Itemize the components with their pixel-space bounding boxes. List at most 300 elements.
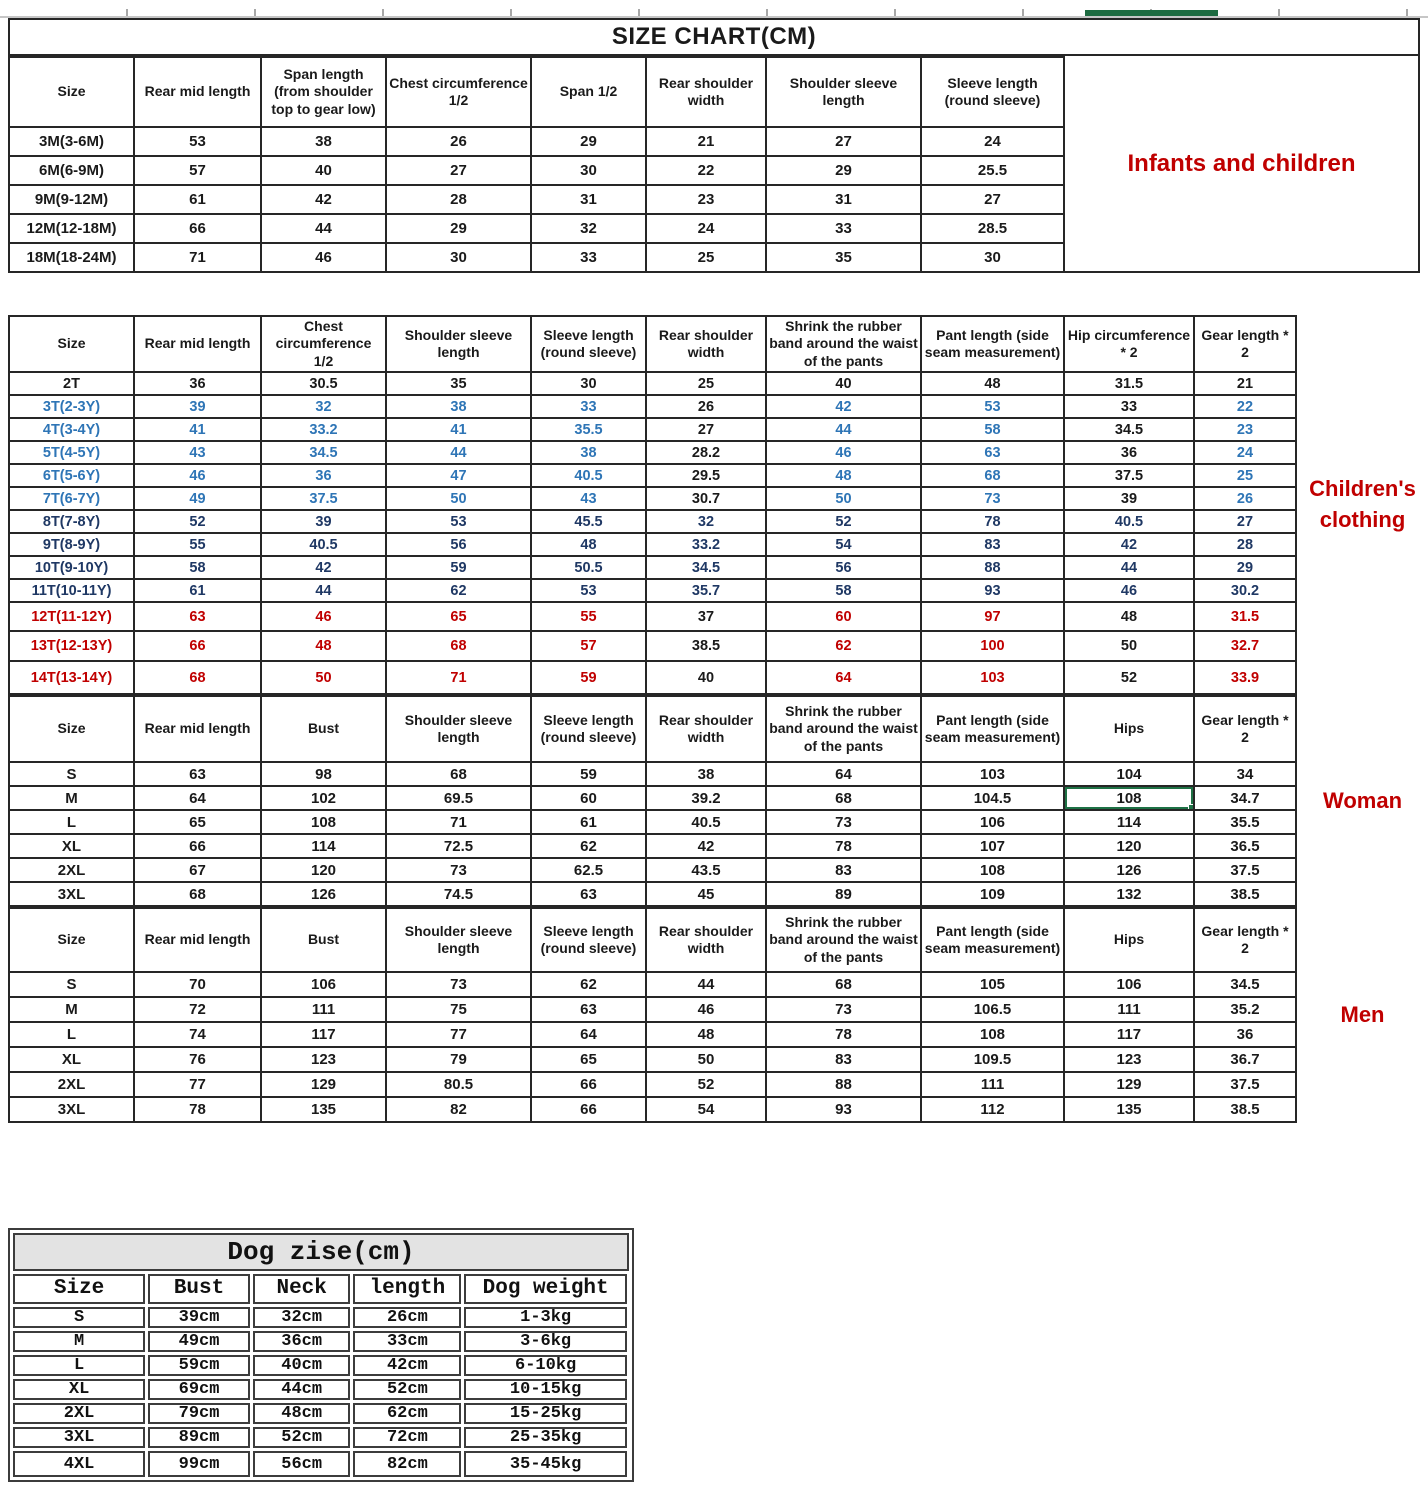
value-cell: 52: [134, 510, 261, 533]
header-row: [9, 57, 1064, 127]
table-row: [13, 1355, 627, 1376]
value-cell: 32: [531, 214, 646, 243]
value-cell: 29.5: [646, 464, 766, 487]
value-cell: 44: [386, 441, 531, 464]
header-row: [13, 1274, 627, 1304]
value-cell: 106: [261, 972, 386, 997]
value-cell: 83: [766, 858, 921, 882]
value-cell: 28: [1194, 533, 1296, 556]
table-row: [13, 1307, 627, 1328]
value-cell: 123: [261, 1047, 386, 1072]
value-cell: 66: [134, 631, 261, 661]
value-cell: 63: [134, 762, 261, 786]
value-cell: 25: [1194, 464, 1296, 487]
value-cell: 62: [386, 579, 531, 602]
value-cell: 48cm: [253, 1403, 351, 1424]
value-cell: 38.5: [1194, 882, 1296, 906]
value-cell: 24: [1194, 441, 1296, 464]
value-cell: 62: [531, 834, 646, 858]
column-header: Sleeve length (round sleeve): [921, 57, 1064, 127]
column-header: Rear shoulder width: [646, 696, 766, 762]
value-cell: 67: [134, 858, 261, 882]
value-cell: 83: [766, 1047, 921, 1072]
table-row: [9, 441, 1296, 464]
value-cell: 25.5: [921, 156, 1064, 185]
value-cell: 34: [1194, 762, 1296, 786]
size-cell: 8T(7-8Y): [9, 510, 134, 533]
value-cell: 34.5: [1064, 418, 1194, 441]
value-cell: 30: [386, 243, 531, 272]
value-cell: 44cm: [253, 1379, 351, 1400]
value-cell: 61: [134, 579, 261, 602]
size-cell: 12T(11-12Y): [9, 602, 134, 631]
table-row: [9, 762, 1296, 786]
value-cell: 44: [1064, 556, 1194, 579]
size-cell: 3T(2-3Y): [9, 395, 134, 418]
value-cell: 36.5: [1194, 834, 1296, 858]
value-cell: 48: [766, 464, 921, 487]
column-header: Hip circumference * 2: [1064, 316, 1194, 372]
value-cell: 30.7: [646, 487, 766, 510]
value-cell: 53: [921, 395, 1064, 418]
value-cell: 97: [921, 602, 1064, 631]
value-cell: 44: [261, 579, 386, 602]
value-cell: 108: [261, 810, 386, 834]
column-header: Rear mid length: [134, 57, 261, 127]
value-cell: 62: [766, 631, 921, 661]
column-header: Rear shoulder width: [646, 316, 766, 372]
value-cell: 34.5: [646, 556, 766, 579]
table-row: [9, 1022, 1296, 1047]
value-cell: 63: [134, 602, 261, 631]
value-cell: 36cm: [253, 1331, 351, 1352]
size-cell: 11T(10-11Y): [9, 579, 134, 602]
value-cell: 88: [921, 556, 1064, 579]
value-cell: 108: [921, 1022, 1064, 1047]
value-cell: 48: [531, 533, 646, 556]
column-header: Sleeve length (round sleeve): [531, 908, 646, 972]
column-header: Bust: [261, 908, 386, 972]
value-cell: 54: [766, 533, 921, 556]
value-cell: 55: [531, 602, 646, 631]
value-cell: 48: [921, 372, 1064, 395]
value-cell: 42: [1064, 533, 1194, 556]
size-cell: 18M(18-24M): [9, 243, 134, 272]
size-cell: 2T: [9, 372, 134, 395]
value-cell: 53: [134, 127, 261, 156]
value-cell: 111: [1064, 997, 1194, 1022]
value-cell: 135: [1064, 1097, 1194, 1122]
value-cell: 38: [386, 395, 531, 418]
value-cell: 24: [646, 214, 766, 243]
value-cell: 43.5: [646, 858, 766, 882]
value-cell: 23: [1194, 418, 1296, 441]
value-cell: 126: [261, 882, 386, 906]
value-cell: 39: [1064, 487, 1194, 510]
value-cell: 38: [646, 762, 766, 786]
value-cell: 104.5: [921, 786, 1064, 810]
value-cell: 28: [386, 185, 531, 214]
value-cell: 68: [921, 464, 1064, 487]
table-row: [9, 997, 1296, 1022]
column-header: Shrink the rubber band around the waist of the pants: [766, 316, 921, 372]
header-row: [9, 696, 1296, 762]
value-cell: 33.2: [646, 533, 766, 556]
value-cell: 38.5: [1194, 1097, 1296, 1122]
value-cell: 108: [1064, 786, 1194, 810]
value-cell: 83: [921, 533, 1064, 556]
value-cell: 46: [134, 464, 261, 487]
value-cell: 46: [766, 441, 921, 464]
size-cell: 12M(12-18M): [9, 214, 134, 243]
value-cell: 70: [134, 972, 261, 997]
column-header: Rear mid length: [134, 316, 261, 372]
value-cell: 26cm: [353, 1307, 461, 1328]
value-cell: 37.5: [1194, 1072, 1296, 1097]
table-row: [9, 533, 1296, 556]
table-row: [9, 243, 1064, 272]
table-row: [9, 156, 1064, 185]
value-cell: 26: [1194, 487, 1296, 510]
value-cell: 42cm: [353, 1355, 461, 1376]
value-cell: 31.5: [1194, 602, 1296, 631]
size-cell: 2XL: [9, 1072, 134, 1097]
size-cell: 3XL: [9, 882, 134, 906]
value-cell: 65: [386, 602, 531, 631]
value-cell: 32cm: [253, 1307, 351, 1328]
header-row: [9, 908, 1296, 972]
value-cell: 80.5: [386, 1072, 531, 1097]
value-cell: 60: [531, 786, 646, 810]
value-cell: 64: [531, 1022, 646, 1047]
value-cell: 45.5: [531, 510, 646, 533]
value-cell: 98: [261, 762, 386, 786]
value-cell: 52: [766, 510, 921, 533]
value-cell: 35.2: [1194, 997, 1296, 1022]
value-cell: 35-45kg: [464, 1451, 627, 1477]
table-row: [9, 214, 1064, 243]
value-cell: 59: [531, 661, 646, 694]
table-row: [9, 464, 1296, 487]
size-cell: 2XL: [13, 1403, 145, 1424]
value-cell: 103: [921, 661, 1064, 694]
value-cell: 68: [766, 786, 921, 810]
value-cell: 40.5: [1064, 510, 1194, 533]
woman-block: [8, 695, 1428, 907]
header-row: [9, 316, 1296, 372]
value-cell: 66: [134, 214, 261, 243]
table-row: [13, 1403, 627, 1424]
page-title: SIZE CHART(CM): [8, 18, 1420, 56]
value-cell: 71: [134, 243, 261, 272]
value-cell: 132: [1064, 882, 1194, 906]
column-header: Sleeve length (round sleeve): [531, 696, 646, 762]
value-cell: 64: [766, 661, 921, 694]
table-row: [9, 510, 1296, 533]
column-header: Gear length * 2: [1194, 696, 1296, 762]
value-cell: 62: [531, 972, 646, 997]
column-header: Shoulder sleeve length: [386, 316, 531, 372]
value-cell: 56: [386, 533, 531, 556]
table-row: [13, 1379, 627, 1400]
value-cell: 78: [134, 1097, 261, 1122]
value-cell: 39: [134, 395, 261, 418]
value-cell: 28.5: [921, 214, 1064, 243]
column-header: Rear shoulder width: [646, 908, 766, 972]
column-header: Sleeve length (round sleeve): [531, 316, 646, 372]
column-header: Chest circumference 1/2: [386, 57, 531, 127]
value-cell: 30: [921, 243, 1064, 272]
table-row: [13, 1427, 627, 1448]
value-cell: 38.5: [646, 631, 766, 661]
value-cell: 79cm: [148, 1403, 250, 1424]
value-cell: 37.5: [1194, 858, 1296, 882]
size-cell: 6M(6-9M): [9, 156, 134, 185]
value-cell: 1-3kg: [464, 1307, 627, 1328]
table-row: [9, 631, 1296, 661]
size-cell: 3M(3-6M): [9, 127, 134, 156]
value-cell: 62.5: [531, 858, 646, 882]
size-cell: M: [9, 997, 134, 1022]
value-cell: 50: [646, 1047, 766, 1072]
value-cell: 123: [1064, 1047, 1194, 1072]
value-cell: 36: [1194, 1022, 1296, 1047]
value-cell: 21: [1194, 372, 1296, 395]
value-cell: 135: [261, 1097, 386, 1122]
column-header: Bust: [261, 696, 386, 762]
size-cell: M: [13, 1331, 145, 1352]
value-cell: 68: [386, 631, 531, 661]
value-cell: 50.5: [531, 556, 646, 579]
infants-label: Infants and children: [1065, 56, 1420, 273]
value-cell: 27: [921, 185, 1064, 214]
value-cell: 117: [261, 1022, 386, 1047]
value-cell: 74.5: [386, 882, 531, 906]
value-cell: 72.5: [386, 834, 531, 858]
value-cell: 22: [646, 156, 766, 185]
table-row: [9, 834, 1296, 858]
value-cell: 44: [646, 972, 766, 997]
dog-size-table: [10, 1271, 630, 1480]
table-row: [9, 418, 1296, 441]
value-cell: 117: [1064, 1022, 1194, 1047]
value-cell: 42: [766, 395, 921, 418]
size-cell: 6T(5-6Y): [9, 464, 134, 487]
value-cell: 73: [766, 810, 921, 834]
dog-table-title: Dog zise(cm): [13, 1233, 629, 1271]
value-cell: 34.5: [1194, 972, 1296, 997]
column-header: Size: [9, 316, 134, 372]
value-cell: 54: [646, 1097, 766, 1122]
table-row: [9, 487, 1296, 510]
column-header: Shoulder sleeve length: [386, 696, 531, 762]
value-cell: 57: [531, 631, 646, 661]
value-cell: 126: [1064, 858, 1194, 882]
value-cell: 35.7: [646, 579, 766, 602]
value-cell: 31: [531, 185, 646, 214]
size-cell: 2XL: [9, 858, 134, 882]
value-cell: 28.2: [646, 441, 766, 464]
value-cell: 40.5: [531, 464, 646, 487]
table-row: [9, 858, 1296, 882]
size-cell: XL: [9, 1047, 134, 1072]
value-cell: 27: [766, 127, 921, 156]
column-header: Dog weight: [464, 1274, 627, 1304]
value-cell: 27: [646, 418, 766, 441]
value-cell: 3-6kg: [464, 1331, 627, 1352]
value-cell: 24: [921, 127, 1064, 156]
table-row: [9, 810, 1296, 834]
value-cell: 129: [261, 1072, 386, 1097]
value-cell: 100: [921, 631, 1064, 661]
column-header: length: [353, 1274, 461, 1304]
value-cell: 52: [646, 1072, 766, 1097]
size-cell: M: [9, 786, 134, 810]
value-cell: 73: [386, 858, 531, 882]
value-cell: 36: [1064, 441, 1194, 464]
value-cell: 73: [386, 972, 531, 997]
value-cell: 82: [386, 1097, 531, 1122]
value-cell: 109: [921, 882, 1064, 906]
value-cell: 30: [531, 156, 646, 185]
value-cell: 40cm: [253, 1355, 351, 1376]
value-cell: 10-15kg: [464, 1379, 627, 1400]
value-cell: 47: [386, 464, 531, 487]
column-header: Size: [9, 696, 134, 762]
value-cell: 63: [531, 997, 646, 1022]
column-header: Pant length (side seam measurement): [921, 696, 1064, 762]
value-cell: 41: [134, 418, 261, 441]
size-cell: 14T(13-14Y): [9, 661, 134, 694]
value-cell: 129: [1064, 1072, 1194, 1097]
value-cell: 58: [766, 579, 921, 602]
value-cell: 59: [531, 762, 646, 786]
value-cell: 114: [261, 834, 386, 858]
value-cell: 40: [646, 661, 766, 694]
value-cell: 60: [766, 602, 921, 631]
value-cell: 52cm: [253, 1427, 351, 1448]
value-cell: 37.5: [261, 487, 386, 510]
value-cell: 22: [1194, 395, 1296, 418]
value-cell: 46: [1064, 579, 1194, 602]
column-header: Hips: [1064, 908, 1194, 972]
value-cell: 40: [261, 156, 386, 185]
value-cell: 58: [134, 556, 261, 579]
value-cell: 89: [766, 882, 921, 906]
value-cell: 46: [646, 997, 766, 1022]
table-row: [9, 556, 1296, 579]
value-cell: 48: [1064, 602, 1194, 631]
value-cell: 49cm: [148, 1331, 250, 1352]
value-cell: 103: [921, 762, 1064, 786]
value-cell: 42: [646, 834, 766, 858]
value-cell: 34.7: [1194, 786, 1296, 810]
column-header: Shrink the rubber band around the waist of the pants: [766, 908, 921, 972]
value-cell: 111: [921, 1072, 1064, 1097]
value-cell: 6-10kg: [464, 1355, 627, 1376]
value-cell: 99cm: [148, 1451, 250, 1477]
value-cell: 78: [766, 834, 921, 858]
children-label: Children's clothing: [1309, 476, 1416, 532]
size-cell: 9M(9-12M): [9, 185, 134, 214]
value-cell: 64: [766, 762, 921, 786]
value-cell: 39cm: [148, 1307, 250, 1328]
value-cell: 107: [921, 834, 1064, 858]
value-cell: 15-25kg: [464, 1403, 627, 1424]
value-cell: 77: [134, 1072, 261, 1097]
size-cell: 3XL: [13, 1427, 145, 1448]
value-cell: 46: [261, 243, 386, 272]
value-cell: 102: [261, 786, 386, 810]
value-cell: 68: [134, 882, 261, 906]
value-cell: 29: [1194, 556, 1296, 579]
value-cell: 33cm: [353, 1331, 461, 1352]
table-row: [13, 1451, 627, 1477]
column-header: Bust: [148, 1274, 250, 1304]
value-cell: 59: [386, 556, 531, 579]
size-cell: S: [9, 762, 134, 786]
value-cell: 33: [531, 395, 646, 418]
column-header: Span 1/2: [531, 57, 646, 127]
value-cell: 72cm: [353, 1427, 461, 1448]
size-cell: 3XL: [9, 1097, 134, 1122]
value-cell: 27: [386, 156, 531, 185]
value-cell: 77: [386, 1022, 531, 1047]
value-cell: 93: [921, 579, 1064, 602]
value-cell: 29: [531, 127, 646, 156]
column-header: Shrink the rubber band around the waist of the pants: [766, 696, 921, 762]
value-cell: 108: [921, 858, 1064, 882]
size-cell: S: [13, 1307, 145, 1328]
value-cell: 35: [386, 372, 531, 395]
value-cell: 26: [646, 395, 766, 418]
size-cell: 13T(12-13Y): [9, 631, 134, 661]
column-header: Pant length (side seam measurement): [921, 316, 1064, 372]
value-cell: 25: [646, 243, 766, 272]
value-cell: 36: [134, 372, 261, 395]
value-cell: 40.5: [261, 533, 386, 556]
value-cell: 30.5: [261, 372, 386, 395]
value-cell: 31.5: [1064, 372, 1194, 395]
value-cell: 106: [921, 810, 1064, 834]
value-cell: 36.7: [1194, 1047, 1296, 1072]
size-cell: XL: [13, 1379, 145, 1400]
value-cell: 46: [261, 602, 386, 631]
size-cell: 7T(6-7Y): [9, 487, 134, 510]
value-cell: 79: [386, 1047, 531, 1072]
column-header: Gear length * 2: [1194, 908, 1296, 972]
value-cell: 39.2: [646, 786, 766, 810]
value-cell: 73: [921, 487, 1064, 510]
value-cell: 35.5: [1194, 810, 1296, 834]
infants-size-table: [8, 56, 1065, 273]
value-cell: 120: [261, 858, 386, 882]
value-cell: 53: [386, 510, 531, 533]
value-cell: 55: [134, 533, 261, 556]
value-cell: 37.5: [1064, 464, 1194, 487]
value-cell: 62cm: [353, 1403, 461, 1424]
value-cell: 82cm: [353, 1451, 461, 1477]
value-cell: 63: [531, 882, 646, 906]
men-label: Men: [1340, 1001, 1385, 1027]
value-cell: 109.5: [921, 1047, 1064, 1072]
value-cell: 59cm: [148, 1355, 250, 1376]
value-cell: 30: [531, 372, 646, 395]
value-cell: 48: [261, 631, 386, 661]
size-cell: S: [9, 972, 134, 997]
children-size-table: [8, 315, 1297, 695]
value-cell: 65: [531, 1047, 646, 1072]
